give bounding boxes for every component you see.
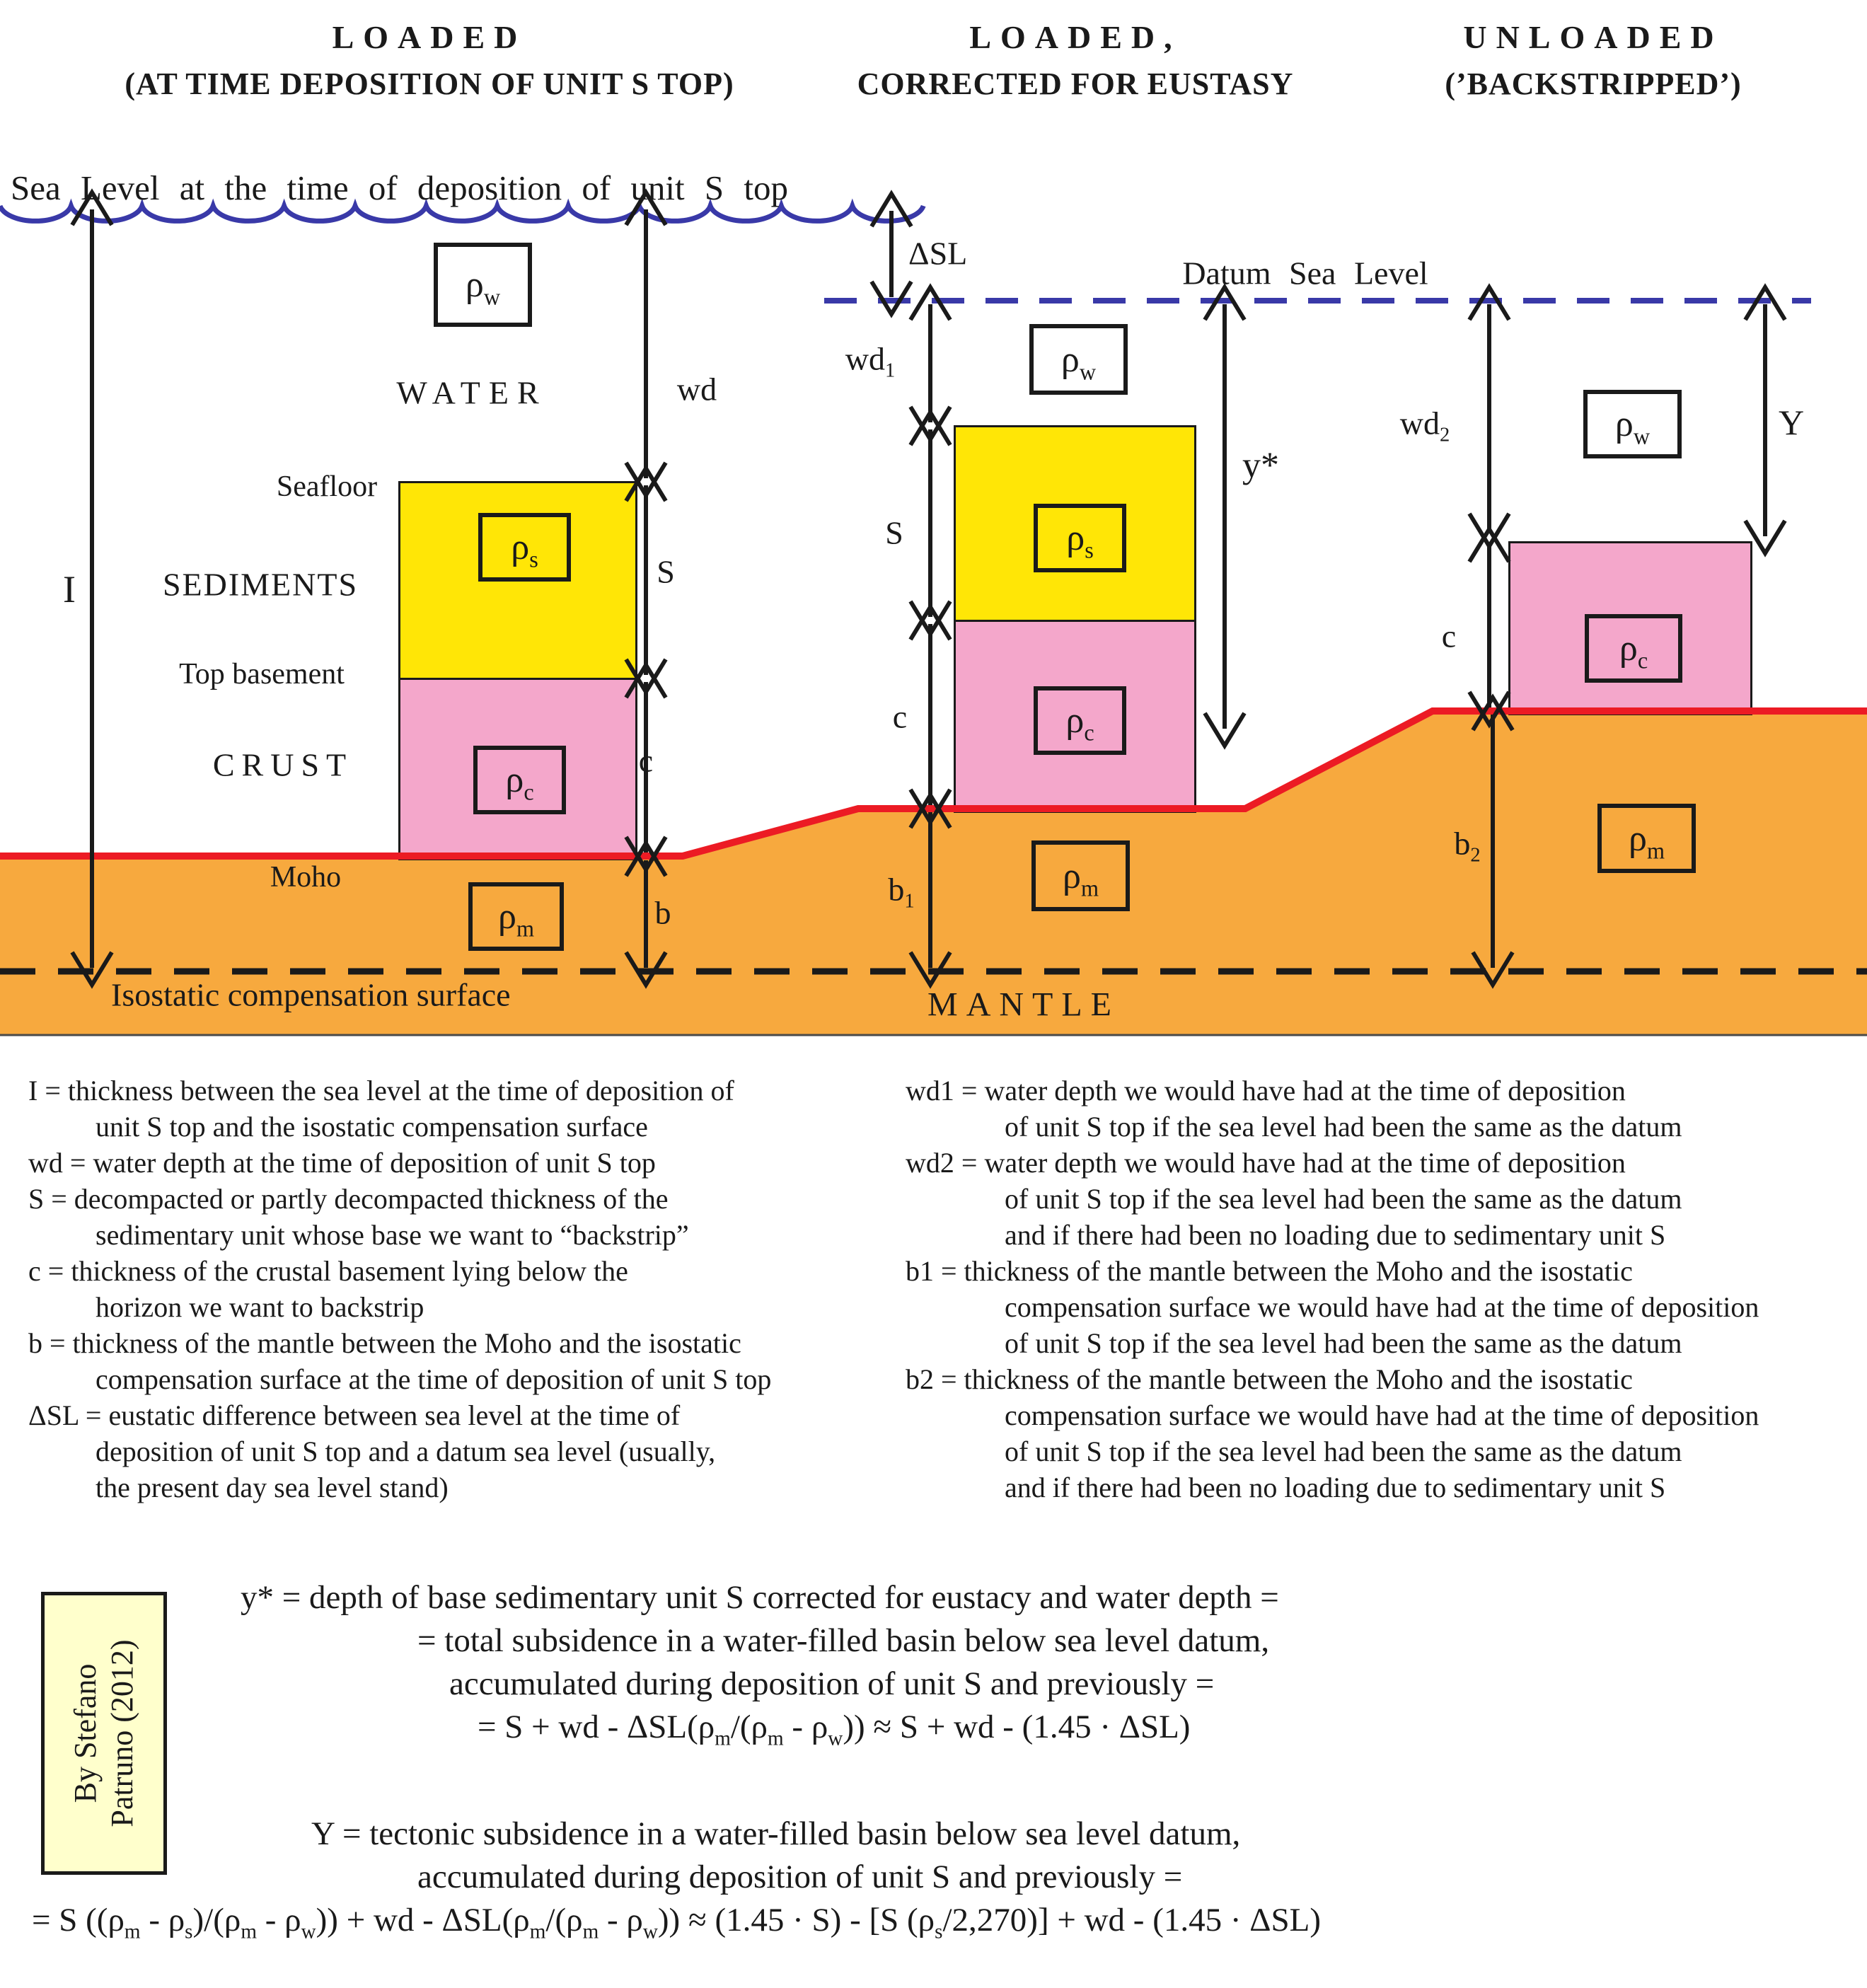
text-line: horizon we want to backstrip (96, 1291, 424, 1323)
attribution-line: By Stefano (68, 1663, 103, 1803)
header-title: UNLOADED (1463, 19, 1723, 55)
density-sediment-label: $\rho_s$ (511, 527, 538, 572)
density-mantle-label: $\rho_m$ (1062, 855, 1099, 901)
text-line: = S $((\rho_m - \rho_s)/(\rho_m - \rho_w))$ + wd - $\Delta SL(\rho_m/(\rho_m - \rho_w)) \approx (1.45 \cdot S) - [S$ $(\rho_s/2,270)$] + wd - (1.45 · ΔSL) (32, 1902, 1321, 1943)
density-crust-box-corrected (1034, 686, 1126, 755)
density-water-label: $\rho_w$ (1614, 404, 1651, 449)
water-region-label: WATER (396, 374, 548, 411)
text-line: wd = water depth at the time of deposition of unit S top (28, 1147, 656, 1179)
definitions-left (28, 1073, 771, 1506)
density-sediment-box-corrected (1034, 504, 1126, 572)
header-subtitle: (’BACKSTRIPPED’) (1445, 67, 1742, 101)
text-line: compensation surface at the time of deposition of unit S top (96, 1363, 772, 1395)
text-line: unit S top and the isostatic compensation surface (96, 1111, 648, 1143)
text-line: S = decompacted or partly decompacted thickness of the (28, 1183, 669, 1215)
measure-wd-label: wd (676, 371, 717, 408)
density-mantle-box-loaded (468, 882, 564, 951)
text-line: wd1 = water depth we would have had at the time of deposition (906, 1075, 1626, 1106)
text-line: y* = depth of base sedimentary unit S corrected for eustacy and water depth = (241, 1579, 1279, 1616)
text-line: of unit S top if the sea level had been the same as the datum (1005, 1183, 1682, 1215)
measure-i-label: I (63, 568, 76, 611)
density-mantle-label: $\rho_m$ (1628, 818, 1665, 863)
text-line: of unit S top if the sea level had been the same as the datum (1005, 1111, 1682, 1143)
density-crust-box-loaded (473, 746, 566, 814)
isostatic-surface-label: Isostatic compensation surface (111, 976, 511, 1013)
text-line: and if there had been no loading due to sedimentary unit S (1005, 1472, 1666, 1503)
density-water-box-corrected (1029, 324, 1128, 395)
seafloor-label: Seafloor (276, 470, 378, 503)
measure-b1-label: $b_1$ (888, 871, 915, 913)
text-line: compensation surface we would have had at the time of deposition (1005, 1291, 1759, 1323)
measure-wd2-label: $wd_2$ (1399, 405, 1450, 446)
text-line: compensation surface we would have had at the time of deposition (1005, 1399, 1759, 1431)
text-line: sedimentary unit whose base we want to “backstrip” (96, 1219, 689, 1251)
text-line: b2 = thickness of the mantle between the Moho and the isostatic (906, 1363, 1633, 1395)
density-water-label: $\rho_w$ (1060, 339, 1097, 384)
text-line: accumulated during deposition of unit S and previously = (449, 1665, 1215, 1702)
text-line: b = thickness of the mantle between the Moho and the isostatic (28, 1327, 741, 1359)
header-subtitle: CORRECTED FOR EUSTASY (857, 67, 1294, 101)
text-line: b1 = thickness of the mantle between the Moho and the isostatic (906, 1255, 1633, 1287)
column-header-loaded (125, 14, 734, 108)
density-crust-label: $\rho_c$ (1065, 700, 1094, 746)
density-crust-label: $\rho_c$ (505, 760, 534, 805)
density-mantle-box-corrected (1031, 840, 1130, 911)
measure-wd1-label: $wd_1$ (845, 340, 896, 382)
attribution-box (41, 1592, 167, 1875)
density-water-label: $\rho_w$ (465, 265, 501, 310)
text-line: and if there had been no loading due to sedimentary unit S (1005, 1219, 1666, 1251)
text-line: = S + wd - $\Delta SL(\rho_m/(\rho_m - \rho_w)) \approx S$ + wd - (1.45 · ΔSL) (478, 1709, 1191, 1750)
measure-ystar-label: y* (1242, 445, 1279, 486)
measure-b2-label: $b_2$ (1454, 825, 1481, 867)
top-basement-label: Top basement (179, 658, 345, 690)
text-line: = total subsidence in a water-filled basin below sea level datum, (417, 1622, 1270, 1659)
measure-s-label-corrected: S (885, 514, 903, 551)
measure-c-label-corrected: c (892, 698, 908, 735)
measure-b-label-loaded: b (654, 894, 671, 931)
header-subtitle: (AT TIME DEPOSITION OF UNIT S TOP) (125, 67, 734, 101)
text-line: deposition of unit S top and a datum sea level (usually, (96, 1435, 716, 1467)
density-sediment-label: $\rho_s$ (1066, 518, 1094, 563)
density-sediment-box-loaded (478, 513, 571, 582)
measure-c-label-loaded: c (638, 742, 654, 779)
measure-dsl-label: ΔSL (908, 235, 968, 272)
text-line: I = thickness between the sea level at the time of deposition of (28, 1075, 734, 1106)
measure-y-label: Y (1778, 403, 1805, 442)
text-line: of unit S top if the sea level had been the same as the datum (1005, 1327, 1682, 1359)
sea-level-label: Sea Level at the time of deposition of unit S top (11, 168, 788, 207)
definitions-right (906, 1073, 1759, 1506)
density-crust-box-unloaded (1585, 614, 1682, 683)
moho-line (0, 711, 1867, 856)
text-line: wd2 = water depth we would have had at the time of deposition (906, 1147, 1626, 1179)
measure-s-label-loaded: S (657, 553, 675, 590)
ystar-formula-block (32, 1576, 1279, 1749)
moho-label: Moho (270, 861, 342, 894)
density-mantle-label: $\rho_m$ (497, 896, 535, 942)
mantle-region-label: MANTLE (927, 986, 1120, 1024)
density-water-box-loaded (434, 243, 532, 327)
text-line: the present day sea level stand) (96, 1472, 449, 1503)
text-line: Y = tectonic subsidence in a water-filled basin below sea level datum, (311, 1815, 1241, 1852)
crust-region-label: CRUST (212, 746, 354, 783)
text-line: c = thickness of the crustal basement lying below the (28, 1255, 628, 1287)
header-title: LOADED (332, 19, 527, 55)
text-line: accumulated during deposition of unit S and previously = (417, 1859, 1183, 1895)
measure-c-label-unloaded: c (1441, 618, 1457, 654)
y-formula-block (32, 1813, 1321, 1942)
density-mantle-box-unloaded (1597, 804, 1696, 873)
column-header-unloaded (1445, 14, 1741, 108)
sediments-region-label: SEDIMENTS (162, 566, 359, 603)
attribution-line: Patruno (2012) (105, 1639, 139, 1827)
density-crust-label: $\rho_c$ (1619, 628, 1648, 674)
text-line: of unit S top if the sea level had been the same as the datum (1005, 1435, 1682, 1467)
density-water-box-unloaded (1583, 390, 1682, 458)
column-header-corrected (857, 14, 1294, 108)
header-title: LOADED, (969, 19, 1181, 55)
attribution-text (67, 1595, 141, 1871)
datum-sea-level-label: Datum Sea Level (1182, 255, 1428, 291)
text-line: ΔSL = eustatic difference between sea level at the time of (28, 1399, 681, 1431)
